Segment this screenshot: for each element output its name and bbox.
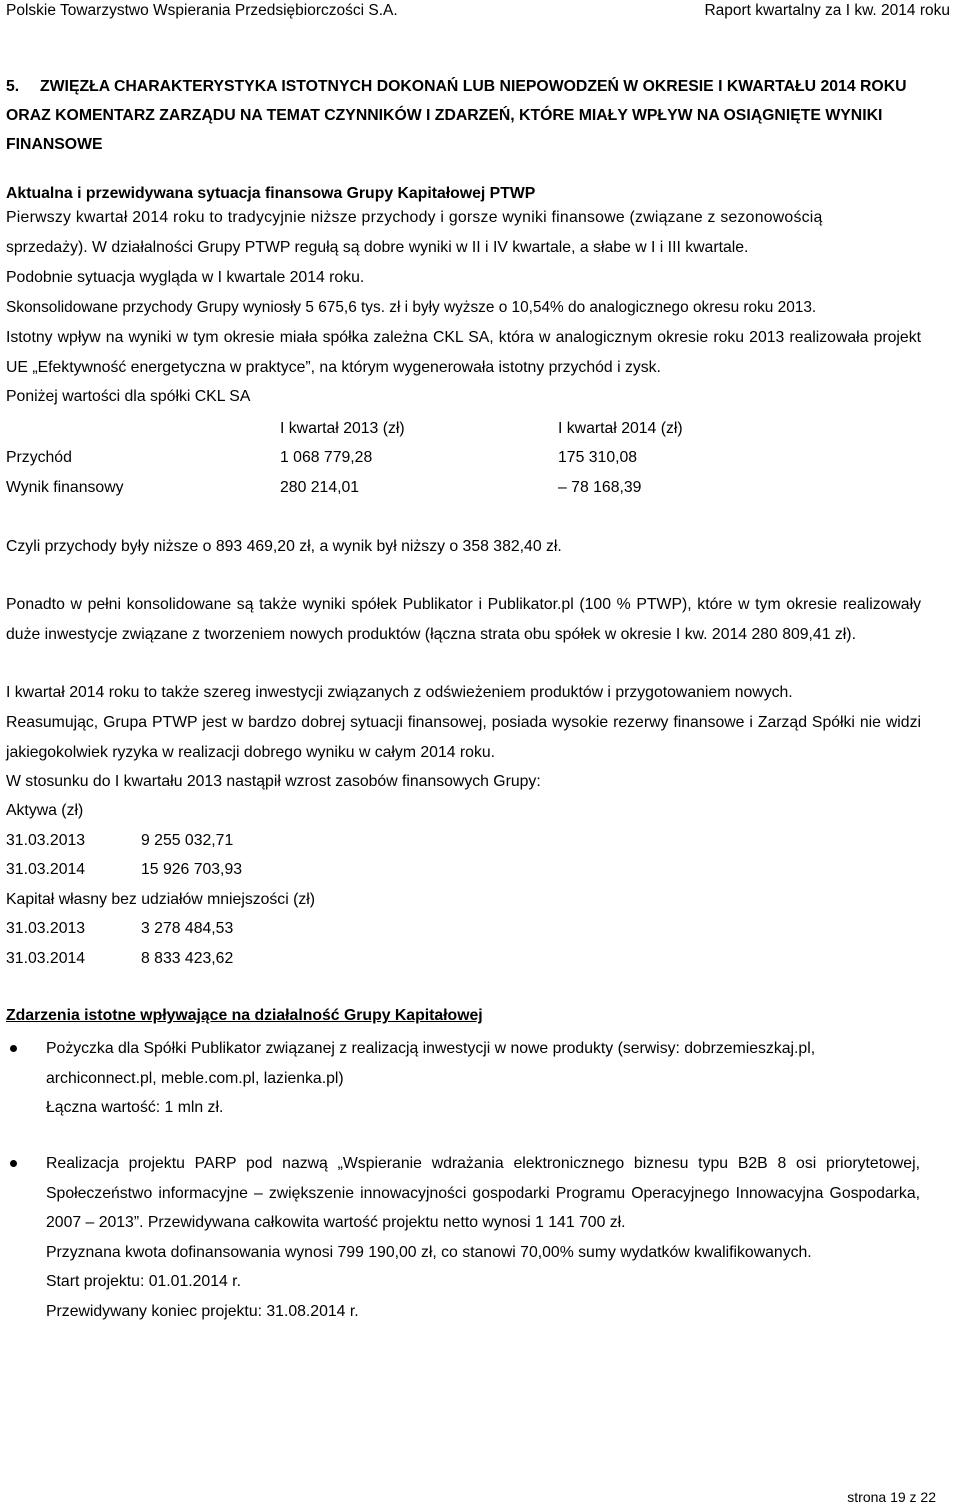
ckl-paragraph-text: Istotny wpływ na wyniki w tym okresie miała spółka zależna CKL SA, która w analogicznym okresie roku 2013 realizowała projekt UE „Efektywność energetyczna w praktyce”, na którym wygenerowała istotny przychód i zysk.	[6, 329, 921, 376]
assets-date: 31.03.2013	[6, 832, 86, 849]
bullet-2-body: Realizacja projektu PARP pod nazwą „Wspieranie wdrażania elektronicznego biznesu typu B2B 8 osi priorytetowej, Społeczeństwo informacyjne – zwiększenie innowacyjności gospodarki Programu Operacyjnego Innowacyjna Gospodarka, 2007 – 2013”. Przewidywana całkowita wartość projektu netto wynosi 1 141 700 zł.	[46, 1155, 920, 1231]
publikator-paragraph-text: Ponadto w pełni konsolidowane są także wyniki spółek Publikator i Publikator.pl (100 % PTWP), które w tym okresie realizowały duże inwestycje związane z tworzeniem nowych produktów (łączna strata obu spółek w okresie I kw. 2014 280 809,41 zł).	[6, 596, 921, 643]
bullet-1-text	[46, 1034, 920, 1123]
ckl-table-cell: 175 310,08	[558, 449, 638, 466]
equity-label: Kapitał własny bez udziałów mniejszości (zł)	[6, 891, 316, 908]
intro-line-1: Pierwszy kwartał 2014 roku to tradycyjnie niższe przychody i gorsze wyniki finansowe (związane z sezonowością	[6, 209, 823, 226]
situation-heading: Aktualna i przewidywana sytuacja finansowa Grupy Kapitałowej PTWP	[6, 185, 536, 202]
page-number: strona 19 z 22	[847, 1489, 936, 1505]
investments-text: I kwartał 2014 roku to także szereg inwestycji związanych z odświeżeniem produktów i przygotowaniem nowych.	[6, 684, 793, 701]
ckl-table-cell: 280 214,01	[280, 479, 360, 496]
intro-line-2	[6, 237, 924, 259]
equity-value: 8 833 423,62	[141, 950, 234, 967]
bullet-2-text	[46, 1149, 920, 1326]
bullet-icon	[10, 1045, 17, 1052]
ckl-table-row-label: Przychód	[6, 449, 72, 466]
header-report-title: Raport kwartalny za I kw. 2014 roku	[704, 2, 950, 19]
events-heading: Zdarzenia istotne wpływające na działalność Grupy Kapitałowej	[6, 1007, 483, 1024]
bullet-icon	[10, 1160, 17, 1167]
ckl-values-intro: Poniżej wartości dla spółki CKL SA	[6, 388, 251, 405]
reasumujac-paragraph-text: Reasumując, Grupa PTWP jest w bardzo dobrej sytuacji finansowej, posiada wysokie rezerwy finansowe i Zarząd Spółki nie widzi jakiegokolwiek ryzyka w realizacji dobrego wyniku w całym 2014 roku.	[6, 714, 921, 761]
section-title	[6, 72, 941, 159]
ckl-table-cell: 1 068 779,28	[280, 449, 373, 466]
intro-line-2-end: W działalności Grupy PTWP regułą są dobre wyniki w II i IV kwartale, a słabe w I i III kwartale.	[87, 239, 749, 256]
ckl-table-cell: – 78 168,39	[558, 479, 642, 496]
ckl-paragraph	[6, 323, 921, 382]
bullet-2-end: Przewidywany koniec projektu: 31.08.2014 r.	[46, 1302, 359, 1320]
intro-line-2-start: sprzedaży).	[6, 239, 88, 256]
reasumujac-paragraph	[6, 708, 921, 767]
bullet-2-start: Start projektu: 01.01.2014 r.	[46, 1273, 241, 1290]
equity-date: 31.03.2013	[6, 920, 86, 937]
assets-label: Aktywa (zł)	[6, 802, 84, 819]
section-title-text: ZWIĘZŁA CHARAKTERYSTYKA ISTOTNYCH DOKONAŃ LUB NIEPOWODZEŃ W OKRESIE I KWARTAŁU 2014 ROKU ORAZ KOMENTARZ ZARZĄDU NA TEMAT CZYNNIKÓW I ZDARZEŃ, KTÓRE MIAŁY WPŁYW NA OSIĄGNIĘTE WYNIKI FINANSOWE	[6, 78, 907, 153]
lower-results-text: Czyli przychody były niższe o 893 469,20 zł, a wynik był niższy o 358 382,40 zł.	[6, 538, 562, 555]
ckl-table-header-2013: I kwartał 2013 (zł)	[280, 420, 405, 437]
assets-date: 31.03.2014	[6, 861, 86, 878]
assets-value: 15 926 703,93	[141, 861, 243, 878]
growth-text: W stosunku do I kwartału 2013 nastąpił wzrost zasobów finansowych Grupy:	[6, 773, 541, 790]
bullet-1-body: Pożyczka dla Spółki Publikator związanej z realizacją inwestycji w nowe produkty (serwisy: dobrzemieszkaj.pl, archiconnect.pl, meble.com.pl, lazienka.pl)	[46, 1040, 816, 1087]
bullet-1-value: Łączna wartość: 1 mln zł.	[46, 1099, 224, 1116]
equity-value: 3 278 484,53	[141, 920, 234, 937]
assets-value: 9 255 032,71	[141, 832, 234, 849]
equity-date: 31.03.2014	[6, 950, 86, 967]
similar-situation-text: Podobnie sytuacja wygląda w I kwartale 2014 roku.	[6, 269, 365, 286]
page-header	[0, 0, 960, 22]
bullet-2-grant: Przyznana kwota dofinansowania wynosi 799 190,00 zł, co stanowi 70,00% sumy wydatków kwalifikowanych.	[46, 1243, 812, 1261]
header-company-name: Polskie Towarzystwo Wspierania Przedsiębiorczości S.A.	[6, 2, 398, 19]
publikator-paragraph	[6, 590, 921, 649]
revenue-text: Skonsolidowane przychody Grupy wyniosły 5 675,6 tys. zł i były wyższe o 10,54% do analogicznego okresu roku 2013.	[6, 299, 817, 316]
ckl-table-row-label: Wynik finansowy	[6, 479, 124, 496]
section-number: 5.	[6, 78, 20, 95]
ckl-table-header-2014: I kwartał 2014 (zł)	[558, 420, 683, 437]
